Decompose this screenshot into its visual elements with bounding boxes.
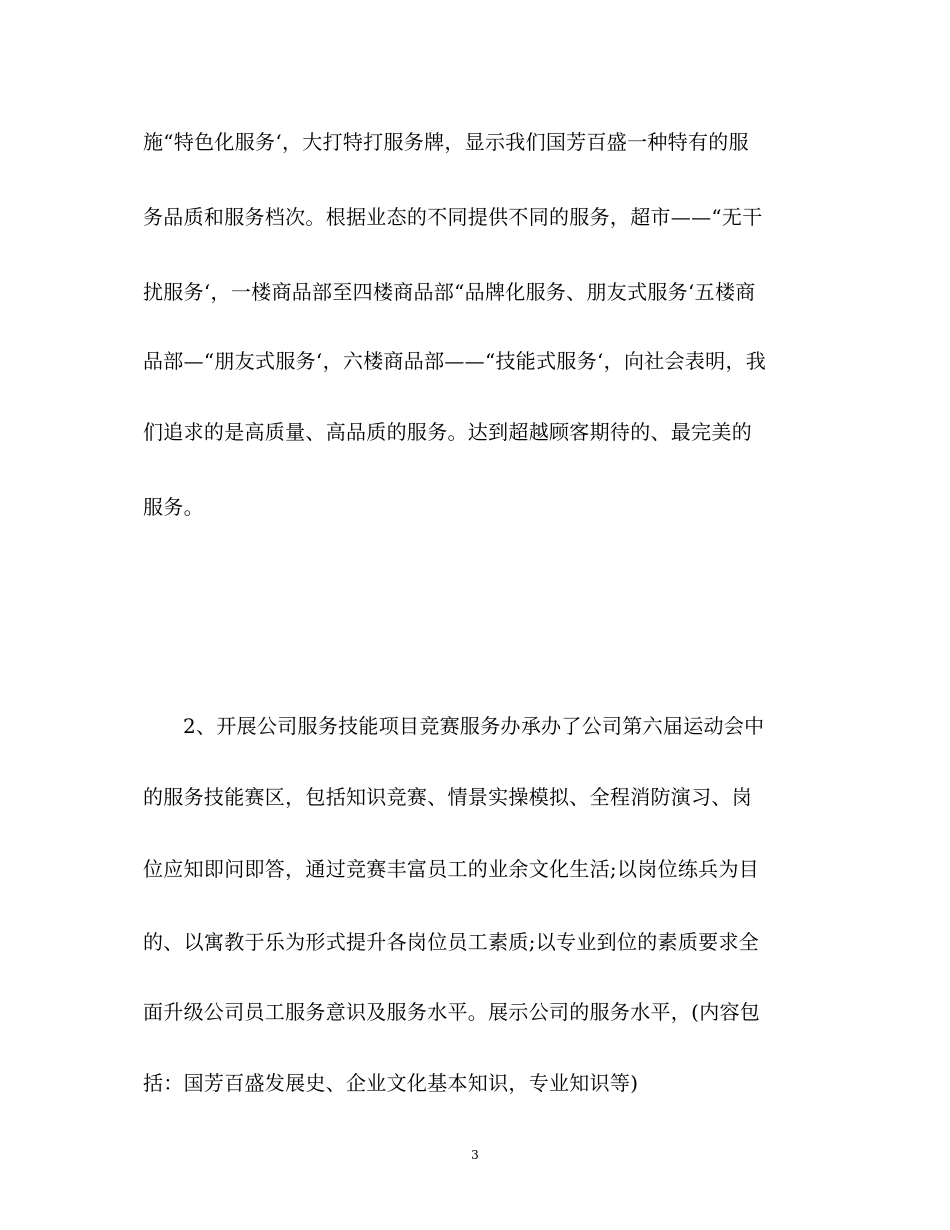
- paragraph-1-line-2: 务品质和服务档次。根据业态的不同提供不同的服务，超市——“无干: [143, 205, 763, 229]
- paragraph-2-line-6: 括：国芳百盛发展史、企业文化基本知识，专业知识等): [143, 1071, 639, 1095]
- paragraph-2-line-4: 的、以寓教于乐为形式提升各岗位员工素质;以专业到位的素质要求全: [143, 930, 760, 954]
- paragraph-2-line-3: 位应知即问即答，通过竞赛丰富员工的业余文化生活;以岗位练兵为目: [143, 857, 760, 881]
- paragraph-2-line-1: 2、开展公司服务技能项目竞赛服务办承办了公司第六届运动会中: [183, 714, 765, 738]
- page-number: 3: [471, 1148, 479, 1162]
- paragraph-2-line-5: 面升级公司员工服务意识及服务水平。展示公司的服务水平，(内容包: [143, 1000, 761, 1024]
- paragraph-2-line-2: 的服务技能赛区，包括知识竞赛、情景实操模拟、全程消防演习、岗: [143, 785, 752, 809]
- paragraph-1-line-5: 们追求的是高质量、高品质的服务。达到超越顾客期待的、最完美的: [143, 420, 752, 444]
- paragraph-1-line-4: 品部—“朋友式服务‘，六楼商品部——“技能式服务‘，向社会表明，我: [143, 349, 767, 373]
- paragraph-1-line-6: 服务。: [143, 495, 204, 519]
- paragraph-1-line-1: 施“特色化服务‘，大打特打服务牌，显示我们国芳百盛一种特有的服: [143, 130, 749, 154]
- paragraph-1-line-3: 扰服务‘，一楼商品部至四楼商品部“品牌化服务、朋友式服务‘五楼商: [143, 280, 756, 304]
